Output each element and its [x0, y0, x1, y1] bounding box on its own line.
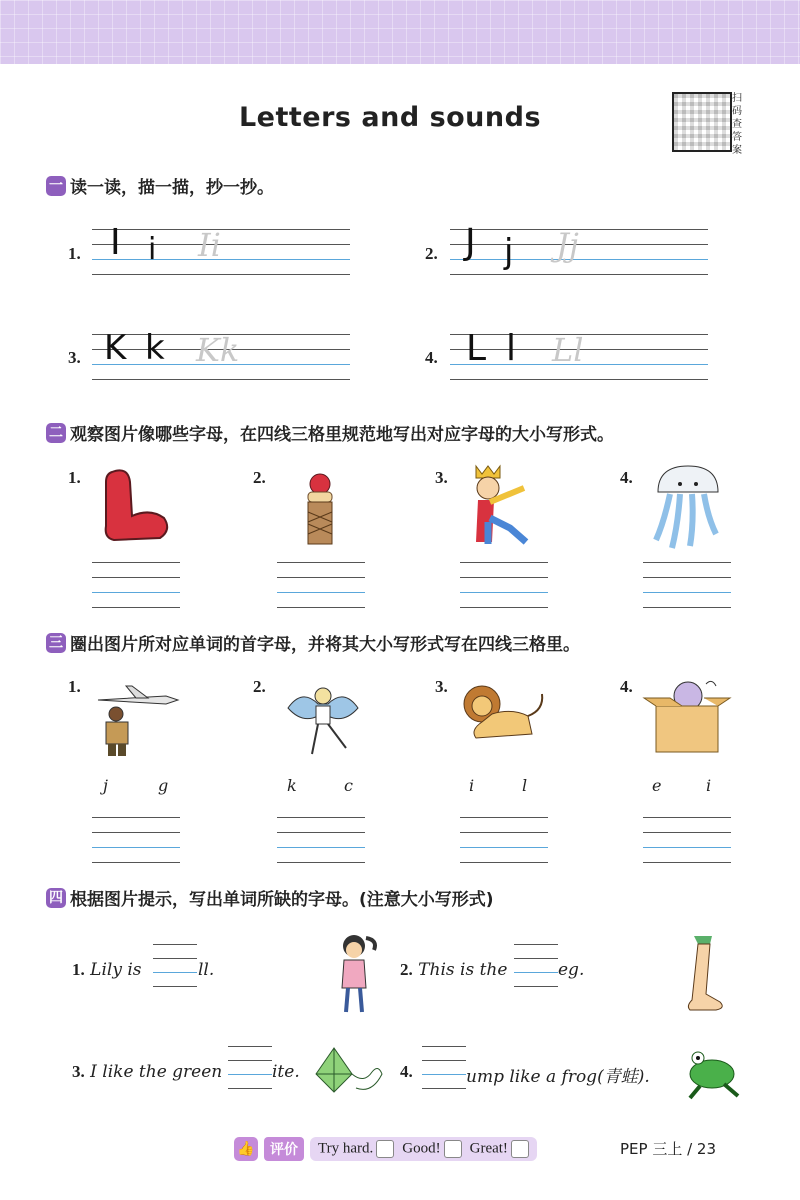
s3-item2-option2[interactable]: c	[344, 776, 353, 795]
tall-girl-picture	[330, 932, 382, 1014]
s3-item3-option2[interactable]: l	[522, 776, 528, 795]
s1-item3-upper: K	[104, 328, 127, 368]
s4-item1-number: 1.	[72, 960, 85, 979]
s4-item3-after: ite.	[272, 1062, 300, 1082]
section1-badge: 一	[46, 176, 66, 196]
section4-instruction: 根据图片提示，写出单词所缺的字母。(注意大小写形式)	[70, 890, 494, 910]
s3-item2-writing-lines[interactable]	[277, 817, 365, 863]
s3-item1-option2[interactable]: g	[158, 776, 169, 795]
s2-item4-number: 4.	[620, 468, 633, 487]
s1-item3-lower: k	[145, 328, 165, 368]
section2-instruction: 观察图片像哪些字母，在四线三格里规范地写出对应字母的大小写形式。	[70, 425, 614, 445]
s1-item2-number: 2.	[425, 244, 438, 263]
s1-item2-lower: j	[504, 232, 514, 272]
king-picture	[466, 462, 536, 548]
s4-item4-number: 4.	[400, 1062, 413, 1081]
eval-option-good[interactable]: Good!	[402, 1140, 461, 1158]
eval-option-try-hard[interactable]: Try hard.	[318, 1140, 394, 1158]
s3-item4-option1[interactable]: e	[652, 776, 662, 795]
s3-item2-option1[interactable]: k	[287, 776, 297, 795]
qr-label: 扫码查答案	[732, 93, 742, 156]
s2-item4-writing-lines[interactable]	[643, 562, 731, 608]
s4-item2-after: eg.	[558, 960, 585, 980]
s3-item4-number: 4.	[620, 677, 633, 696]
s4-item1-before: Lily is	[90, 960, 142, 980]
green-kite-picture	[312, 1044, 384, 1100]
s2-item3-writing-lines[interactable]	[460, 562, 548, 608]
checkbox[interactable]	[444, 1140, 462, 1158]
s1-item1-number: 1.	[68, 244, 81, 263]
s1-item1-trace: Ii	[198, 226, 221, 264]
s1-item1-upper: I	[110, 222, 121, 263]
s1-item1-writing-lines[interactable]	[92, 229, 350, 275]
section1-heading	[46, 173, 274, 198]
section4-heading	[46, 885, 494, 910]
s1-item4-upper: L	[466, 328, 487, 369]
qr-code-icon[interactable]	[672, 92, 732, 152]
s3-item4-option2[interactable]: i	[706, 776, 712, 795]
s2-item2-number: 2.	[253, 468, 266, 487]
s4-item2-sentence	[400, 960, 507, 980]
jet-pilot-picture	[96, 680, 180, 758]
s4-item3-sentence	[72, 1062, 222, 1082]
s3-item1-number: 1.	[68, 677, 81, 696]
red-boot-picture	[100, 468, 172, 544]
s4-item4-after: ump like a frog(青蛙).	[466, 1067, 650, 1087]
s3-item1-writing-lines[interactable]	[92, 817, 180, 863]
s4-item1-sentence	[72, 960, 142, 980]
s1-item4-trace: Ll	[552, 331, 584, 369]
s4-item2-blank[interactable]	[514, 944, 558, 986]
s3-item1-option1[interactable]: j	[103, 776, 108, 795]
page-title: Letters and sounds	[238, 102, 542, 133]
s3-item2-number: 2.	[253, 677, 266, 696]
evaluation-label: 评价	[264, 1137, 304, 1161]
s2-item3-number: 3.	[435, 468, 448, 487]
checkbox[interactable]	[376, 1140, 394, 1158]
s1-item1-lower: i	[148, 232, 157, 267]
s1-item2-writing-lines[interactable]	[450, 229, 708, 275]
ice-cream-picture	[300, 468, 340, 548]
evaluation-options	[310, 1137, 537, 1161]
thumbs-up-icon: 👍	[234, 1137, 258, 1161]
s2-item1-number: 1.	[68, 468, 81, 487]
s1-item3-trace: Kk	[196, 331, 240, 369]
lion-picture	[462, 682, 550, 746]
section4-badge: 四	[46, 888, 66, 908]
page-number: PEP 三上 / 23	[620, 1140, 717, 1158]
section2-badge: 二	[46, 423, 66, 443]
eval-option-great[interactable]: Great!	[470, 1140, 529, 1158]
s3-item3-writing-lines[interactable]	[460, 817, 548, 863]
s1-item3-number: 3.	[68, 348, 81, 367]
s1-item2-upper: J	[465, 222, 476, 263]
header-band	[0, 0, 800, 64]
s4-item4-blank[interactable]	[422, 1046, 466, 1088]
section3-instruction: 圈出图片所对应单词的首字母，并将其大小写形式写在四线三格里。	[70, 635, 580, 655]
s4-item4-sentence	[400, 1062, 413, 1082]
box-ball-picture	[642, 676, 732, 756]
s3-item3-number: 3.	[435, 677, 448, 696]
s3-item3-option1[interactable]: i	[469, 776, 475, 795]
s4-item1-blank[interactable]	[153, 944, 197, 986]
evaluation-bar	[234, 1137, 537, 1161]
section3-badge: 三	[46, 633, 66, 653]
s1-item4-lower: l	[506, 328, 517, 369]
section3-heading	[46, 630, 580, 655]
s4-item2-before: This is the	[418, 960, 508, 980]
s1-item4-number: 4.	[425, 348, 438, 367]
s4-item1-after: ll.	[198, 960, 215, 980]
frog-picture	[684, 1044, 742, 1100]
checkbox[interactable]	[511, 1140, 529, 1158]
s2-item1-writing-lines[interactable]	[92, 562, 180, 608]
section1-instruction: 读一读，描一描，抄一抄。	[70, 178, 274, 198]
s4-item3-number: 3.	[72, 1062, 85, 1081]
kite-picture	[282, 678, 364, 758]
jellyfish-picture	[650, 462, 726, 552]
s4-item3-before: I like the green	[90, 1062, 223, 1082]
s4-item2-number: 2.	[400, 960, 413, 979]
leg-picture	[676, 934, 732, 1014]
section2-heading	[46, 420, 614, 445]
s3-item4-writing-lines[interactable]	[643, 817, 731, 863]
s1-item2-trace: Jj	[556, 226, 579, 264]
s4-item3-blank[interactable]	[228, 1046, 272, 1088]
s2-item2-writing-lines[interactable]	[277, 562, 365, 608]
